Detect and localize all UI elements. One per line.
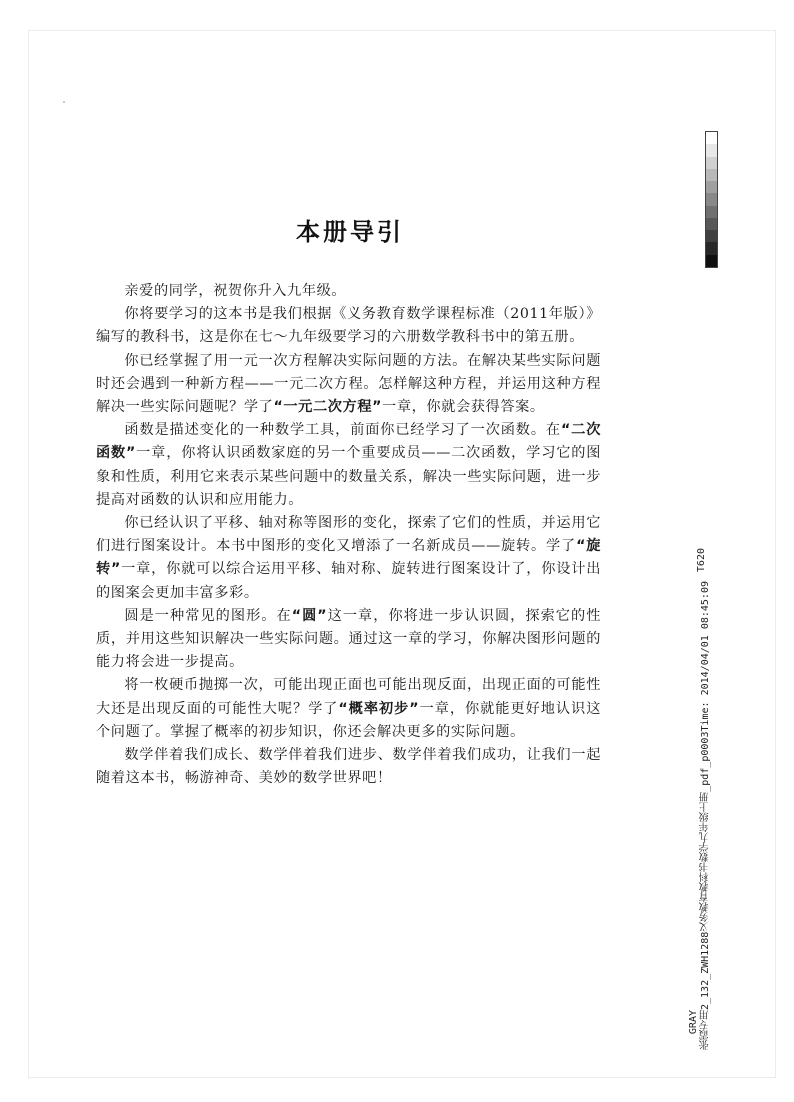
- chapter-title: “二次函数”: [96, 422, 602, 462]
- gray-scale-swatch: [706, 193, 717, 205]
- margin-code: T620: [696, 548, 707, 573]
- gray-scale-strip: [705, 131, 718, 268]
- paragraph: 函数是描述变化的一种数学工具，前面你已经学习了一次函数。在“二次函数”一章，你将认识函数家庭的另一个重要成员——二次函数，学习它的图象和性质，利用它来表示某些问题中的数量关系，解决一些实际问题，进一步提高对函数的认识和应用能力。: [96, 422, 602, 508]
- gray-scale-swatch: [706, 157, 717, 169]
- paragraph: 亲爱的同学，祝贺你升入九年级。: [124, 283, 347, 299]
- gray-scale-swatch: [706, 218, 717, 230]
- page-title: 本册导引: [296, 217, 404, 247]
- margin-gray-label: GRAY: [688, 1010, 699, 1035]
- margin-file-reference: 张霞专用2_132_ZWH1288义务教育教科书数学九年级上册_pdf_p0003Time: 2014/04/01 08:45:09: [700, 581, 711, 1050]
- paragraph: 你已经认识了平移、轴对称等图形的变化，探索了它们的性质，并运用它们进行图案设计。本书中图形的变化又增添了一名新成员——旋转。学了“旋转”一章，你就可以综合运用平移、轴对称、旋转进行图案设计了，你设计出的图案会更加丰富多彩。: [96, 515, 602, 601]
- gray-scale-swatch: [706, 132, 717, 144]
- paragraph: 将一枚硬币抛掷一次，可能出现正面也可能出现反面，出现正面的可能性大还是出现反面的可能性大呢？学了“概率初步”一章，你就能更好地认识这个问题了。掌握了概率的初步知识，你还会解决更多的实际问题。: [96, 677, 601, 740]
- gray-scale-swatch: [706, 230, 717, 242]
- chapter-title: “概率初步”: [338, 700, 420, 717]
- body-text: [96, 280, 601, 790]
- gray-scale-swatch: [706, 181, 717, 193]
- chapter-title: “旋转”: [96, 538, 601, 578]
- paragraph: 你已经掌握了用一元一次方程解决实际问题的方法。在解决某些实际问题时还会遇到一种新方程——一元二次方程。怎样解这种方程，并运用这种方程解决一些实际问题呢？学了“一元二次方程”一章，你就会获得答案。: [96, 352, 601, 416]
- gray-scale-swatch: [706, 255, 717, 267]
- gray-scale-swatch: [706, 242, 717, 254]
- scan-speck: [63, 101, 65, 103]
- gray-scale-swatch: [706, 169, 717, 181]
- chapter-title: “一元二次方程”: [273, 399, 383, 416]
- gray-scale-swatch: [706, 144, 717, 156]
- gray-scale-swatch: [706, 206, 717, 218]
- chapter-title: “圆”: [291, 607, 328, 624]
- paragraph: 数学伴着我们成长、数学伴着我们进步、数学伴着我们成功，让我们一起随着这本书，畅游神奇、美妙的数学世界吧！: [96, 747, 601, 787]
- paragraph: 你将要学习的这本书是我们根据《义务教育数学课程标准（2011年版）》编写的教科书，这是你在七～九年级要学习的六册数学教科书中的第五册。: [96, 306, 601, 346]
- paragraph: 圆是一种常见的图形。在“圆”这一章，你将进一步认识圆，探索它的性质，并用这些知识解决一些实际问题。通过这一章的学习，你解决图形问题的能力将会进一步提高。: [96, 607, 601, 671]
